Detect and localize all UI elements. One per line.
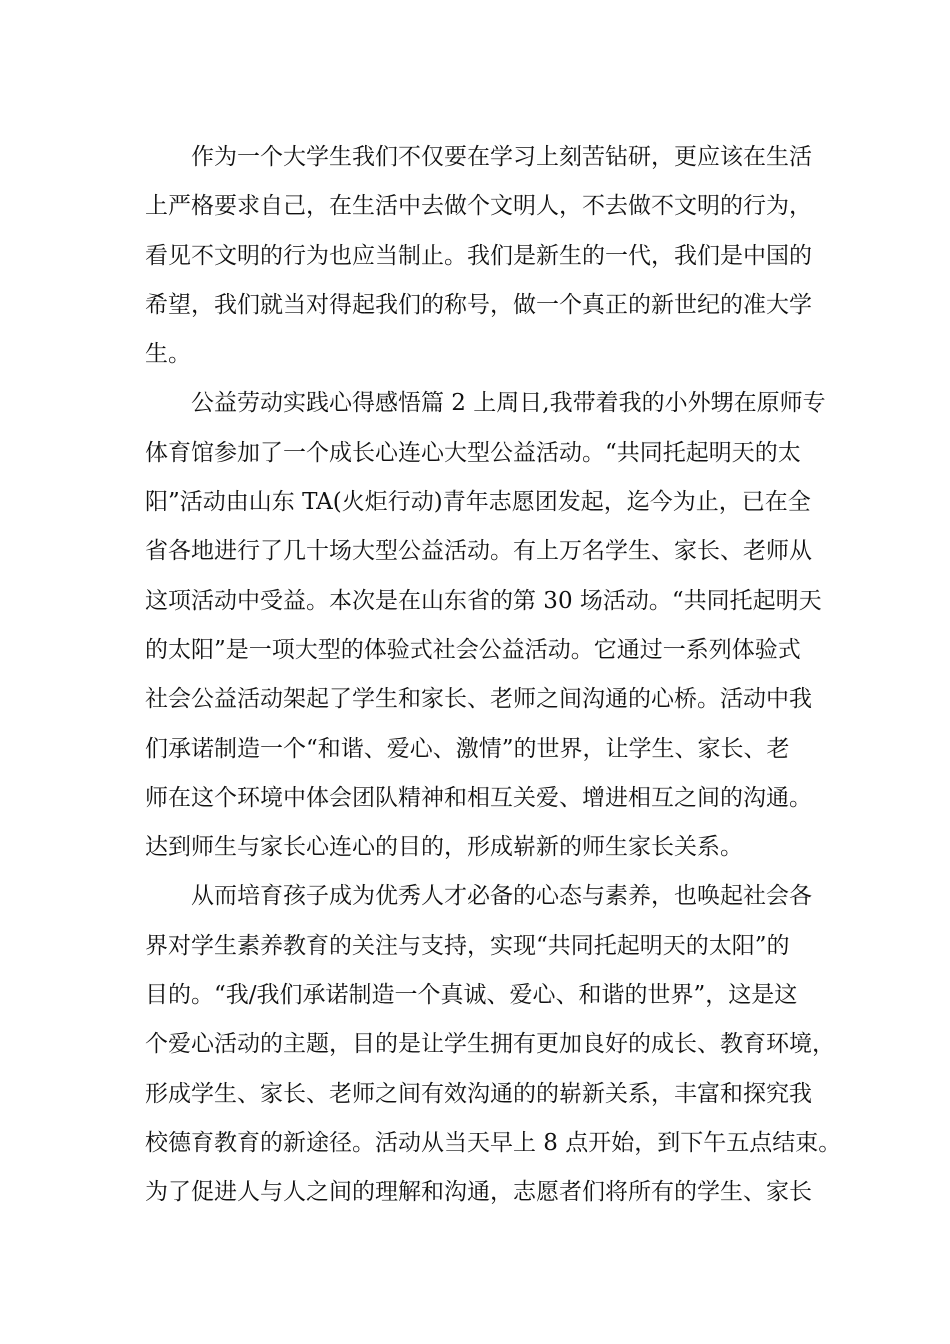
text-line: 个爱心活动的主题，目的是让学生拥有更加良好的成长、教育环境， [145, 1031, 835, 1058]
text-line: 上严格要求自己，在生活中去做个文明人，不去做不文明的行为， [145, 193, 812, 220]
text-line: 社会公益活动架起了学生和家长、老师之间沟通的心桥。活动中我 [145, 686, 812, 713]
text-line: 阳”活动由山东 TA(火炬行动)青年志愿团发起，迄今为止，已在全 [145, 489, 811, 516]
text-line: 这项活动中受益。本次是在山东省的第 30 场活动。“共同托起明天 [145, 587, 822, 614]
text-line: 的太阳”是一项大型的体验式社会公益活动。它通过一系列体验式 [145, 636, 801, 663]
text-line: 从而培育孩子成为优秀人才必备的心态与素养，也唤起社会各 [191, 883, 812, 910]
text-line: 形成学生、家长、老师之间有效沟通的的崭新关系，丰富和探究我 [145, 1080, 812, 1107]
text-line: 作为一个大学生我们不仅要在学习上刻苦钻研，更应该在生活 [191, 144, 812, 170]
text-line: 体育馆参加了一个成长心连心大型公益活动。“共同托起明天的太 [145, 439, 801, 466]
text-line: 们承诺制造一个“和谐、爱心、激情”的世界，让学生、家长、老 [145, 735, 790, 762]
body-text [145, 133, 842, 1218]
text-line: 校德育教育的新途径。活动从当天早上 8 点开始，到下午五点结束。 [145, 1129, 842, 1156]
text-line: 生。 [145, 341, 191, 368]
text-line: 界对学生素养教育的关注与支持，实现“共同托起明天的太阳”的 [145, 932, 790, 959]
text-line: 为了促进人与人之间的理解和沟通，志愿者们将所有的学生、家长 [145, 1179, 812, 1206]
text-line: 达到师生与家长心连心的目的，形成崭新的师生家长关系。 [145, 834, 743, 861]
text-line: 目的。“我/我们承诺制造一个真诚、爱心、和谐的世界”，这是这 [145, 982, 798, 1009]
text-line: 希望，我们就当对得起我们的称号，做一个真正的新世纪的准大学 [145, 291, 812, 318]
text-line: 省各地进行了几十场大型公益活动。有上万名学生、家长、老师从 [145, 538, 812, 565]
text-line: 公益劳动实践心得感悟篇 2 上周日,我带着我的小外甥在原师专 [191, 390, 826, 417]
text-line: 看见不文明的行为也应当制止。我们是新生的一代，我们是中国的 [145, 242, 812, 269]
text-line: 师在这个环境中体会团队精神和相互关爱、增进相互之间的沟通。 [145, 784, 812, 811]
